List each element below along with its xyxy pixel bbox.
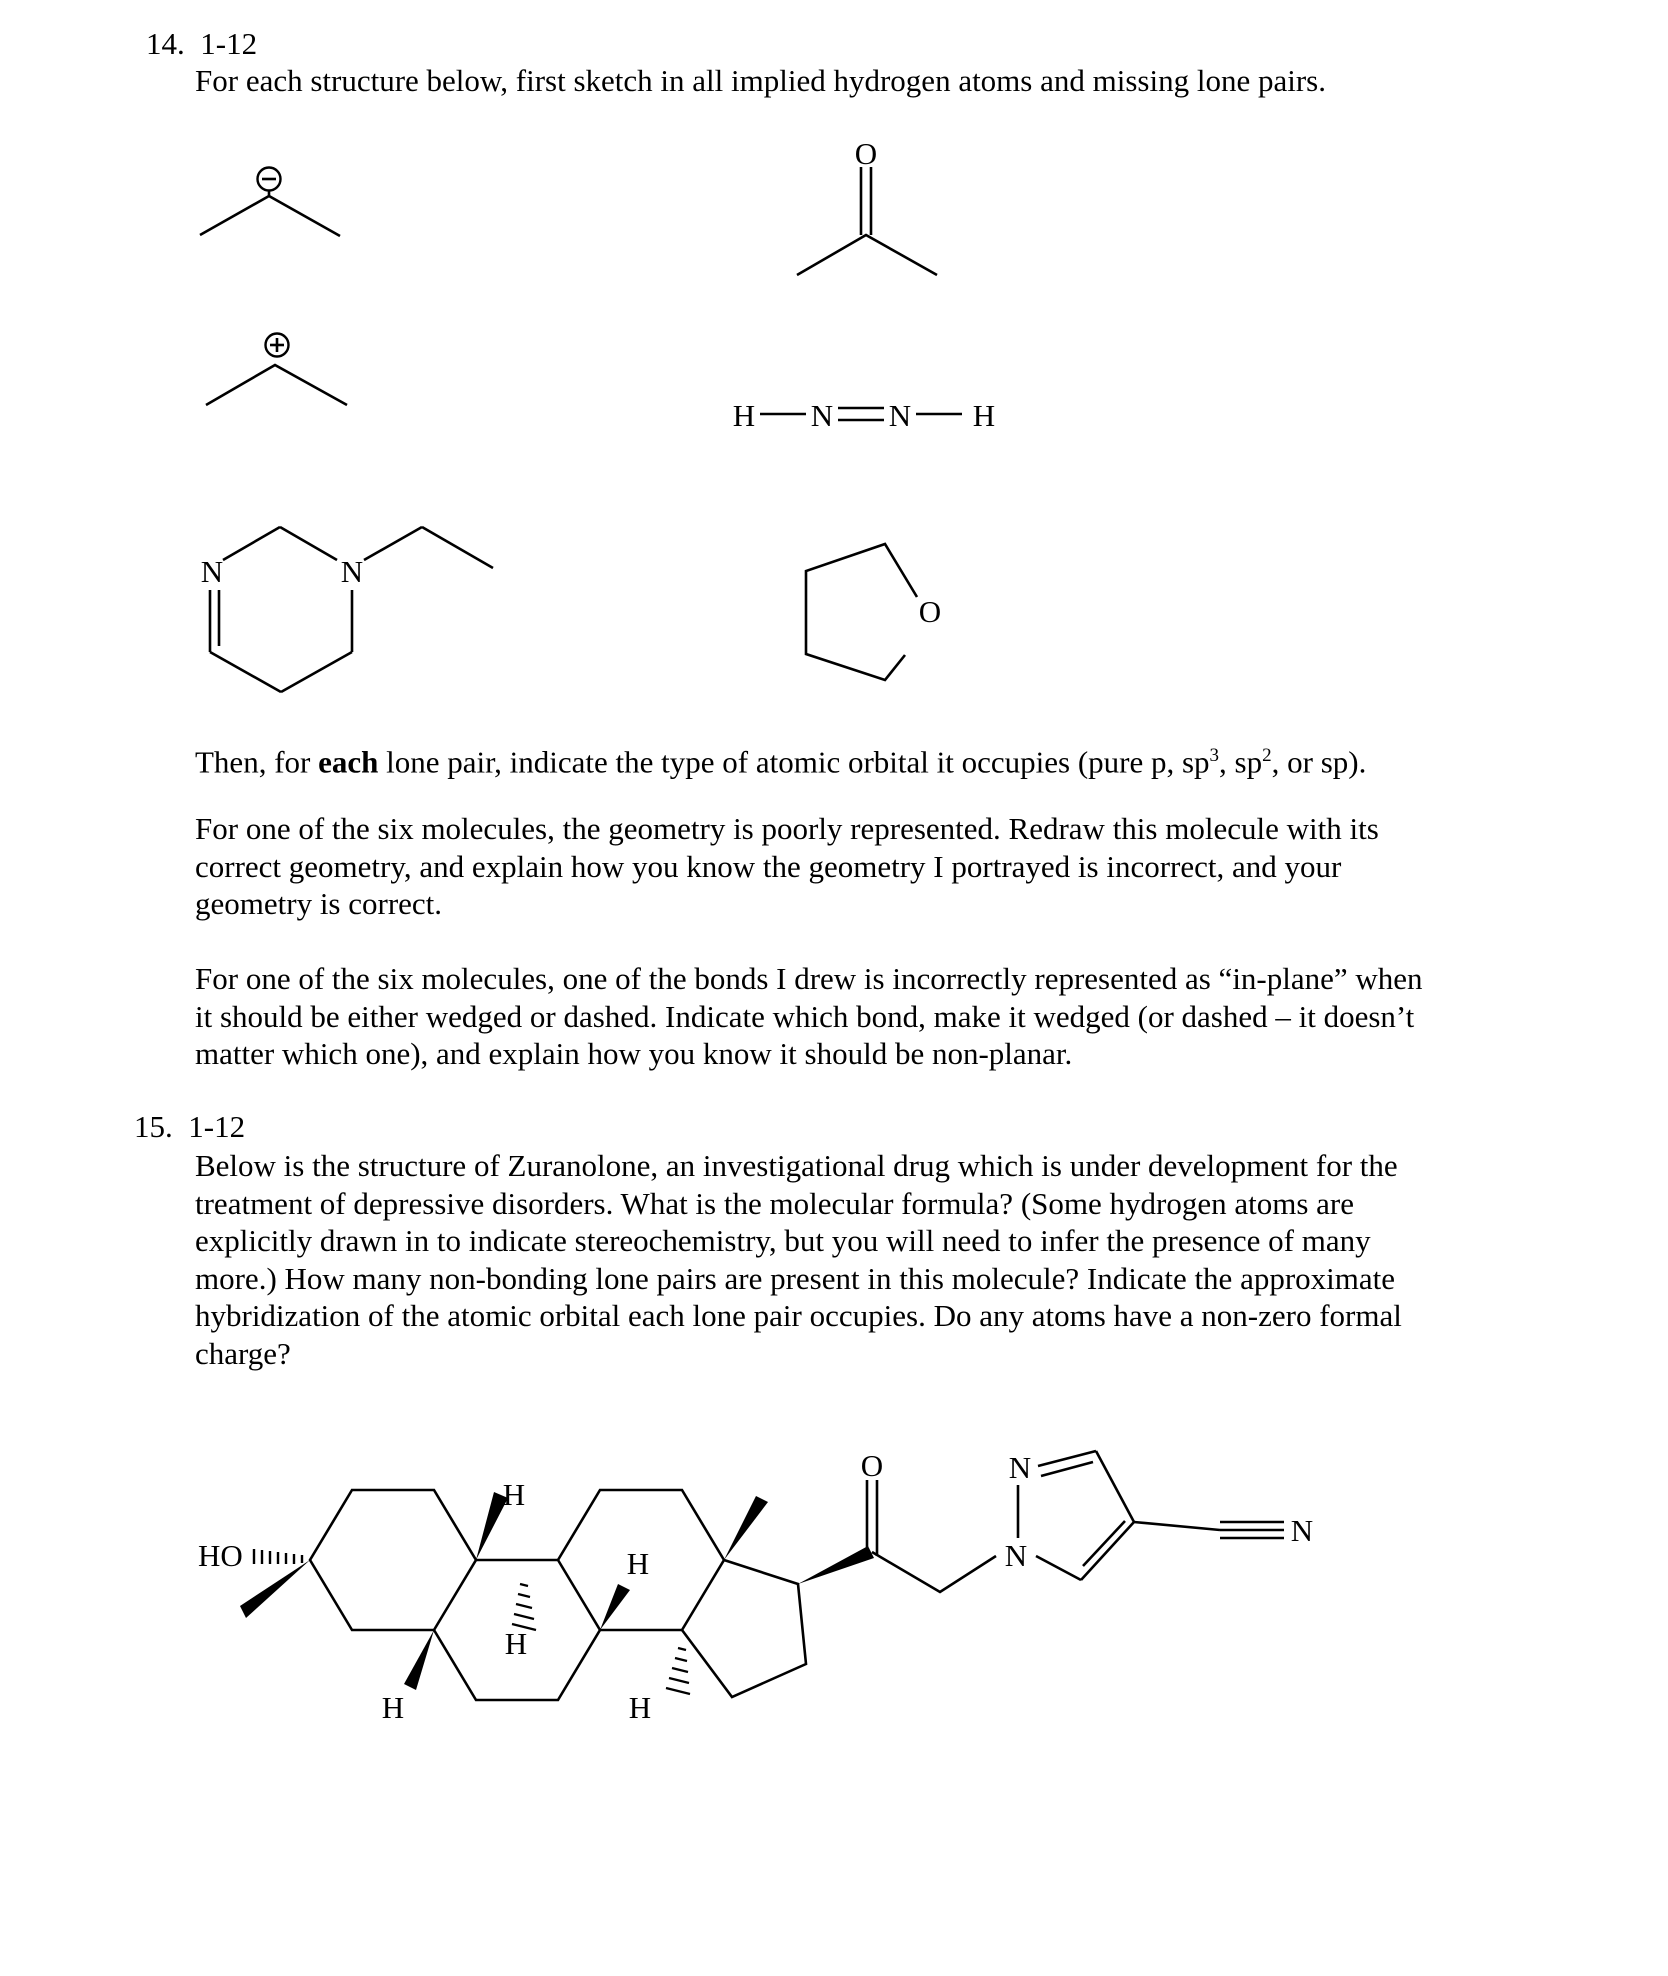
hydroxyl-hashed-bond [254, 1549, 302, 1564]
superscript: 3 [1209, 745, 1220, 766]
diazene-n-left: N [810, 398, 834, 433]
para-line: For one of the six molecules, one of the bonds I drew is incorrectly represented as “in-plane” when [195, 961, 1423, 996]
stereo-hydrogen: H [628, 1690, 652, 1725]
carbonyl-oxygen-label: O [860, 1448, 884, 1483]
pyrazole-nitrogen-2: N [1008, 1450, 1032, 1485]
diazene-n-right: N [888, 398, 912, 433]
para-line: more.) How many non-bonding lone pairs are present in this molecule? Indicate the approximate [195, 1260, 1396, 1296]
para-line: For one of the six molecules, the geometry is poorly represented. Redraw this molecule with its [195, 811, 1379, 846]
para-line: correct geometry, and explain how you know the geometry I portrayed is incorrect, and your [195, 848, 1342, 884]
stereo-hydrogen: H [381, 1690, 405, 1725]
ketone-oxygen-label: O [854, 136, 878, 171]
ring-nitrogen-1: N [200, 554, 224, 589]
stereo-hydrogen: H [626, 1546, 650, 1581]
para-line: treatment of depressive disorders. What is the molecular formula? (Some hydrogen atoms are [195, 1185, 1354, 1221]
stereo-hashed-bond [512, 1584, 536, 1630]
question-tag: 1-12 [200, 26, 258, 61]
para-line: it should be either wedged or dashed. Indicate which bond, make it wedged (or dashed – it doesn’t [195, 998, 1415, 1034]
superscript: 2 [1262, 745, 1272, 766]
stereo-wedge [404, 1630, 434, 1690]
para-line: geometry is correct. [195, 886, 443, 921]
para-line: matter which one), and explain how you know it should be non-planar. [195, 1036, 1073, 1071]
ring-a [310, 1490, 476, 1630]
side-chain-wedge [798, 1546, 874, 1584]
diazene-h-right: H [972, 398, 996, 433]
hydroxyl-label: HO [198, 1538, 243, 1573]
question-number: 14. [146, 26, 185, 61]
pyrazole-nitrogen-1: N [1004, 1538, 1028, 1573]
para-line: explicitly drawn in to indicate stereochemistry, but you will need to infer the presence of many [195, 1223, 1371, 1258]
stereo-hydrogen: H [504, 1626, 528, 1661]
para-text: lone pair, indicate the type of atomic orbital it occupies (pure p, sp [378, 744, 1210, 780]
ring-d [682, 1560, 806, 1697]
nitrile-nitrogen-label: N [1290, 1513, 1314, 1548]
para-text: , or sp). [1271, 744, 1367, 780]
thf-oxygen-label: O [918, 594, 942, 629]
stereo-hashed-bond [666, 1648, 690, 1694]
stereo-hydrogen: H [502, 1477, 526, 1512]
para-bold-text: each [318, 744, 379, 780]
para-text: Then, for [195, 744, 319, 780]
methyl-wedge [240, 1560, 310, 1618]
question-number: 15. [134, 1109, 173, 1144]
para-line: hybridization of the atomic orbital each lone pair occupies. Do any atoms have a non-zero formal [195, 1298, 1402, 1333]
diazene-h-left: H [732, 398, 756, 433]
ring-nitrogen-2: N [340, 554, 364, 589]
question-tag: 1-12 [188, 1109, 246, 1144]
methyl-wedge [724, 1496, 768, 1560]
para-line: Below is the structure of Zuranolone, an investigational drug which is under development for the [195, 1148, 1398, 1183]
question-14-instruction: For each structure below, first sketch in all implied hydrogen atoms and missing lone pairs. [195, 63, 1326, 98]
para-line: charge? [195, 1335, 291, 1371]
para-text: , sp [1219, 744, 1263, 780]
stereo-wedge [600, 1584, 630, 1630]
